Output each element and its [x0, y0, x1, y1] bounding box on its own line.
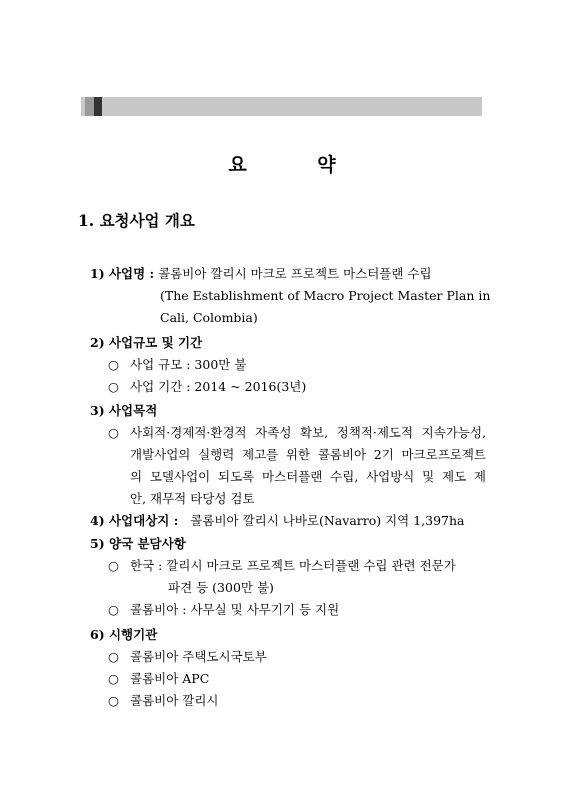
- item5-bullet2-text: 콜롬비아 : 사무실 및 사무기기 등 지원: [130, 602, 340, 617]
- bullet-circle-icon: ○: [108, 693, 119, 708]
- item5-label: 5) 양국 분담사항: [90, 536, 186, 551]
- bullet-circle-icon: ○: [108, 671, 119, 686]
- item2-bullet2-text: 사업 기간 : 2014 ~ 2016(3년): [130, 379, 307, 394]
- item1-text: 콜롬비아 깔리시 마크로 프로젝트 마스터플랜 수립: [158, 266, 432, 281]
- item6-bullet3-text: 콜롬비아 깔리시: [130, 693, 219, 708]
- item2-label: 2) 사업규모 및 기간: [90, 335, 203, 350]
- bullet-circle-icon: ○: [108, 649, 119, 664]
- item2-bullet1: [108, 357, 246, 373]
- item1-english-line1: (The Establishment of Macro Project Master Plan in: [160, 288, 491, 303]
- item4-label: 4) 사업대상지 :: [90, 513, 179, 528]
- item6-bullet1-text: 콜롬비아 주택도시국토부: [130, 649, 267, 664]
- item6-bullet2-text: 콜롬비아 APC: [130, 671, 210, 686]
- item6-bullet1: [108, 649, 267, 665]
- item5-bullet1: [108, 558, 456, 574]
- page-title: 요 약: [228, 154, 368, 176]
- item3-line1: 사회적·경제적·환경적 자족성 확보, 정책적·제도적 지속가능성,: [130, 425, 486, 440]
- header-bar: [81, 97, 482, 116]
- item6-bullet2: [108, 671, 209, 687]
- item1-row: [90, 266, 432, 282]
- section-title: 1. 요청사업 개요: [78, 211, 195, 230]
- item3-bullet-row: [108, 425, 130, 441]
- item2-bullet1-text: 사업 규모 : 300만 불: [130, 357, 247, 372]
- item1-english-line2: Cali, Colombia): [160, 310, 258, 325]
- item5-bullet2: [108, 602, 339, 618]
- bullet-circle-icon: ○: [108, 357, 119, 372]
- bullet-circle-icon: ○: [108, 425, 119, 440]
- header-bar-accent-dark: [94, 97, 102, 116]
- bullet-circle-icon: ○: [108, 379, 119, 394]
- item3-line3: 의 모델사업이 되도록 마스터플랜 수립, 사업방식 및 제도 제: [130, 469, 486, 484]
- header-bar-accent-light: [85, 97, 94, 116]
- item5-bullet1-text: 한국 : 깔리시 마크로 프로젝트 마스터플랜 수립 관련 전문가: [130, 558, 456, 573]
- item4-row: [90, 513, 465, 529]
- item6-label: 6) 시행기관: [90, 627, 158, 642]
- item3-line4: 안, 재무적 타당성 검토: [130, 491, 255, 506]
- item1-label: 1) 사업명 :: [90, 266, 155, 281]
- item3-label: 3) 사업목적: [90, 403, 158, 418]
- item2-bullet2: [108, 379, 306, 395]
- item6-bullet3: [108, 693, 219, 709]
- bullet-circle-icon: ○: [108, 602, 119, 617]
- item5-bullet1-continuation: 파견 등 (300만 불): [168, 580, 274, 595]
- item3-line2: 개발사업의 실행력 제고를 위한 콜롬비아 2기 마크로프로젝트: [130, 447, 486, 462]
- item4-text: 콜롬비아 깔리시 나바로(Navarro) 지역 1,397ha: [190, 513, 465, 528]
- bullet-circle-icon: ○: [108, 558, 119, 573]
